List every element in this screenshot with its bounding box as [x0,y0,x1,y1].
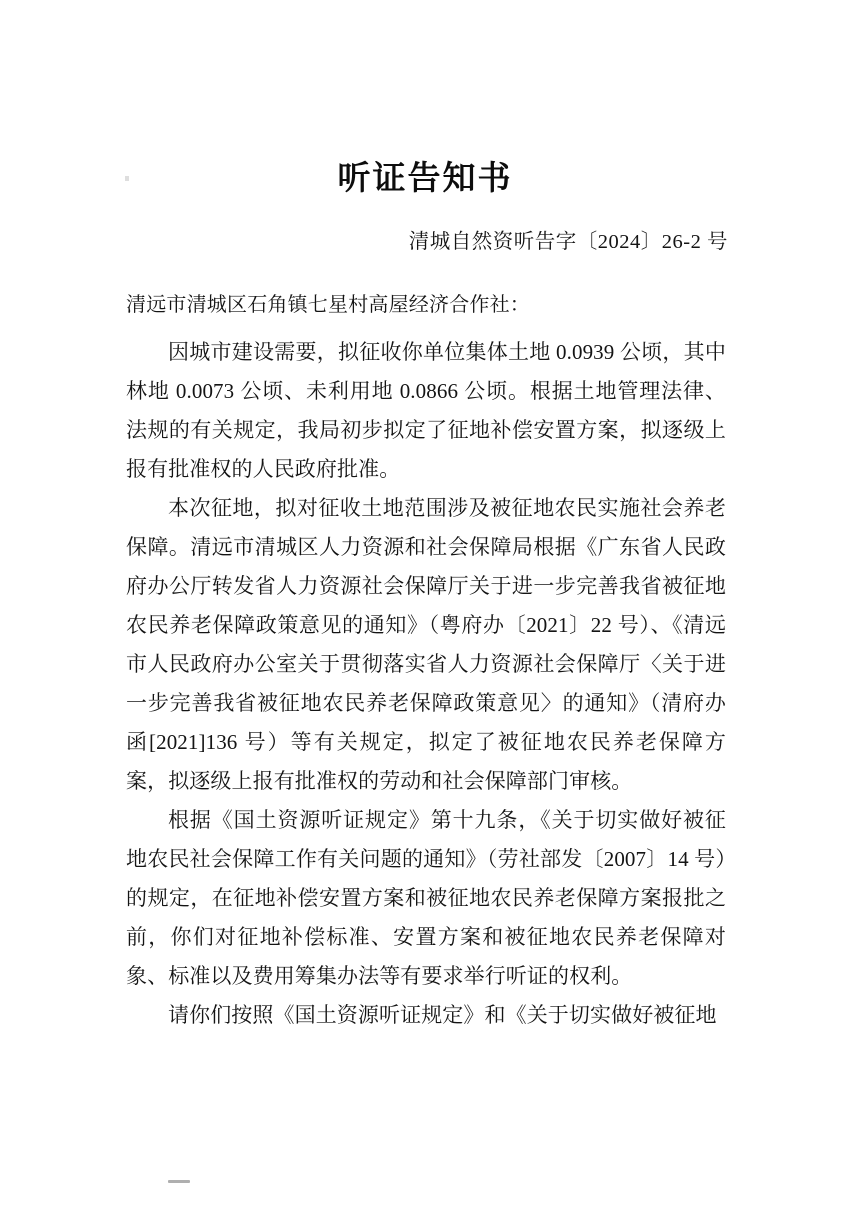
document-number: 清城自然资听告字〔2024〕26-2 号 [408,231,728,253]
page-title: 听证告知书 [337,158,513,197]
paragraph-spacer [126,325,726,333]
body-paragraph-1: 因城市建设需要，拟征收你单位集体土地 0.0939 公顷，其中林地 0.0073 公顷、未利用地 0.0866 公顷。根据土地管理法律、法规的有关规定，我局初步拟定了征地补偿安置方案，拟逐级上报有批准权的人民政府批准。 [126,340,726,481]
scan-artifact-mark [168,1180,190,1183]
body-paragraph-4: 请你们按照《国土资源听证规定》和《关于切实做好被征地 [168,1003,717,1027]
addressee-line: 清远市清城区石角镇七星村高屋经济合作社： [126,294,530,316]
body-paragraph-3: 根据《国土资源听证规定》第十九条，《关于切实做好被征地农民社会保障工作有关问题的通知》（劳社部发〔2007〕14 号）的规定，在征地补偿安置方案和被征地农民养老保障方案报批之前，你们对征地补偿标准、安置方案和被征地农民养老保障对象、标准以及费用筹集办法等有要求举行听证的权利。 [126,808,726,988]
body-paragraph-2: 本次征地，拟对征收土地范围涉及被征地农民实施社会养老保障。清远市清城区人力资源和社会保障局根据《广东省人民政府办公厅转发省人力资源社会保障厅关于进一步完善我省被征地农民养老保障政策意见的通知》（粤府办〔2021〕22 号）、《清远市人民政府办公室关于贯彻落实省人力资源社会保障厅〈关于进一步完善我省被征地农民养老保障政策意见〉的通知》（清府办函[2021]136 号）等有关规定，拟定了被征地农民养老保障方案，拟逐级上报有批准权的劳动和社会保障部门审核。 [126,496,726,793]
document-body [126,286,726,1035]
